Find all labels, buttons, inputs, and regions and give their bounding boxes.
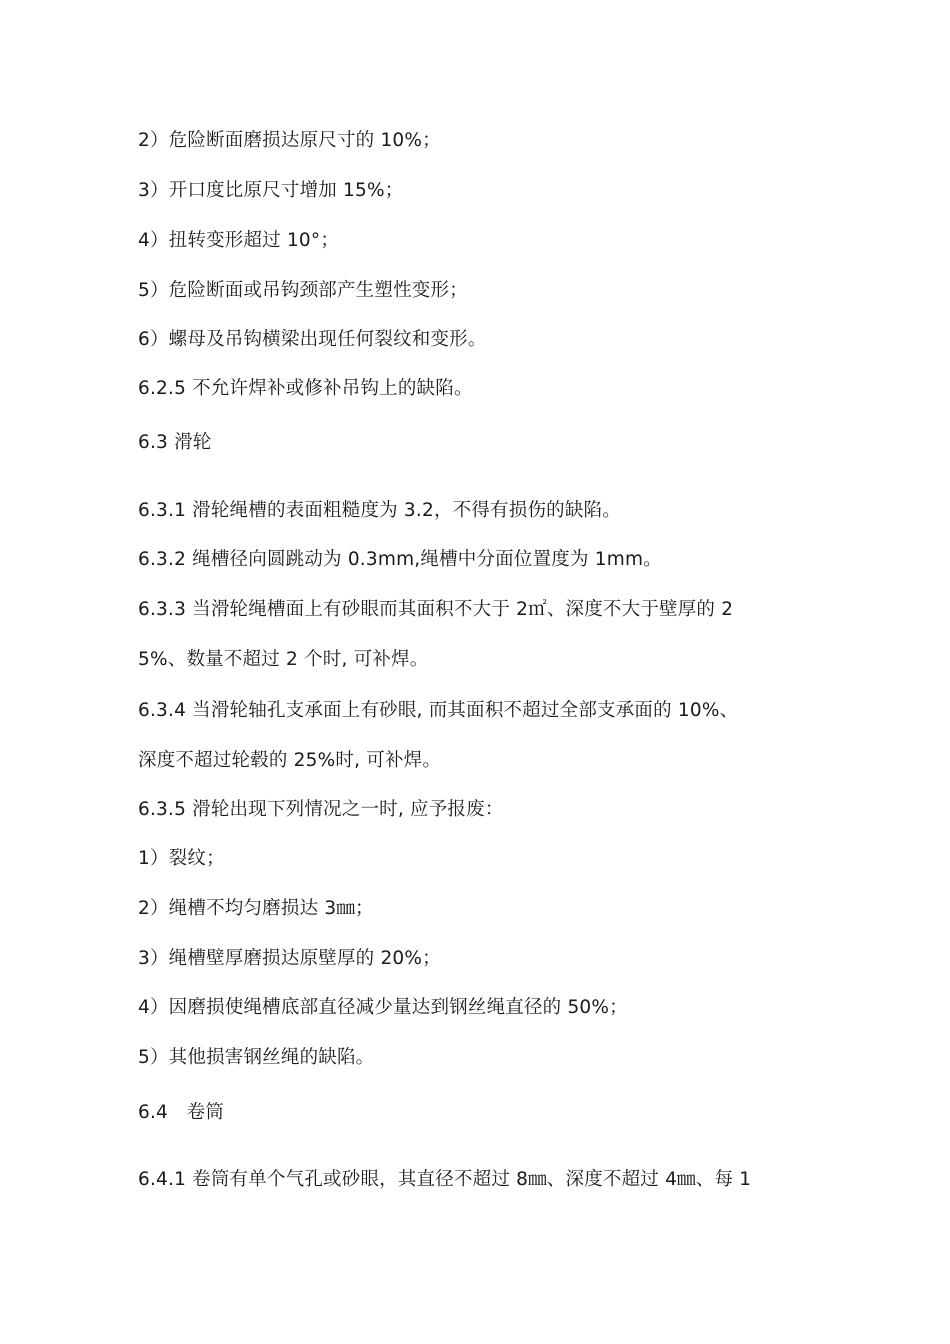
text-line-10 bbox=[138, 597, 828, 623]
text-line-14: 6.3.5 滑轮出现下列情况之一时, 应予报废： bbox=[138, 799, 504, 820]
text-line-22: 6.4.1 卷筒有单个气孔或砂眼，其直径不超过 8㎜、深度不超过 4㎜、每 1 bbox=[138, 1169, 752, 1190]
text-line-2: 3）开口度比原尺寸增加 15%； bbox=[138, 180, 404, 201]
section-heading-6-4: 6.4 卷筒 bbox=[138, 1102, 225, 1123]
text-line-10-part-b: 、深度不大于壁厚的 2 bbox=[546, 599, 734, 620]
text-line-10-part-a: 6.3.3 当滑轮绳槽面上有砂眼而其面积不大于 2㎡ bbox=[138, 599, 547, 620]
text-line-3: 4）扭转变形超过 10°； bbox=[138, 230, 340, 251]
text-line-13: 深度不超过轮毂的 25%时, 可补焊。 bbox=[138, 750, 442, 771]
text-line-8: 6.3.1 滑轮绳槽的表面粗糙度为 3.2，不得有损伤的缺陷。 bbox=[138, 500, 621, 521]
section-heading-6-3: 6.3 滑轮 bbox=[138, 432, 212, 453]
text-line-4: 5）危险断面或吊钩颈部产生塑性变形； bbox=[138, 280, 468, 301]
text-line-5: 6）螺母及吊钩横梁出现任何裂纹和变形。 bbox=[138, 329, 487, 350]
text-line-18: 4）因磨损使绳槽底部直径减少量达到钢丝绳直径的 50%； bbox=[138, 997, 628, 1018]
text-line-11: 5%、数量不超过 2 个时, 可补焊。 bbox=[138, 649, 429, 670]
text-line-16: 2）绳槽不均匀磨损达 3㎜； bbox=[138, 898, 374, 919]
text-line-15: 1）裂纹； bbox=[138, 848, 225, 869]
text-line-9: 6.3.2 绳槽径向圆跳动为 0.3mm,绳槽中分面位置度为 1mm。 bbox=[138, 549, 662, 570]
text-line-12: 6.3.4 当滑轮轴孔支承面上有砂眼, 而其面积不超过全部支承面的 10%、 bbox=[138, 700, 739, 721]
text-line-17: 3）绳槽壁厚磨损达原壁厚的 20%； bbox=[138, 948, 441, 969]
text-line-19: 5）其他损害钢丝绳的缺陷。 bbox=[138, 1047, 375, 1068]
text-line-6: 6.2.5 不允许焊补或修补吊钩上的缺陷。 bbox=[138, 378, 473, 399]
text-line-1: 2）危险断面磨损达原尺寸的 10%； bbox=[138, 130, 441, 151]
